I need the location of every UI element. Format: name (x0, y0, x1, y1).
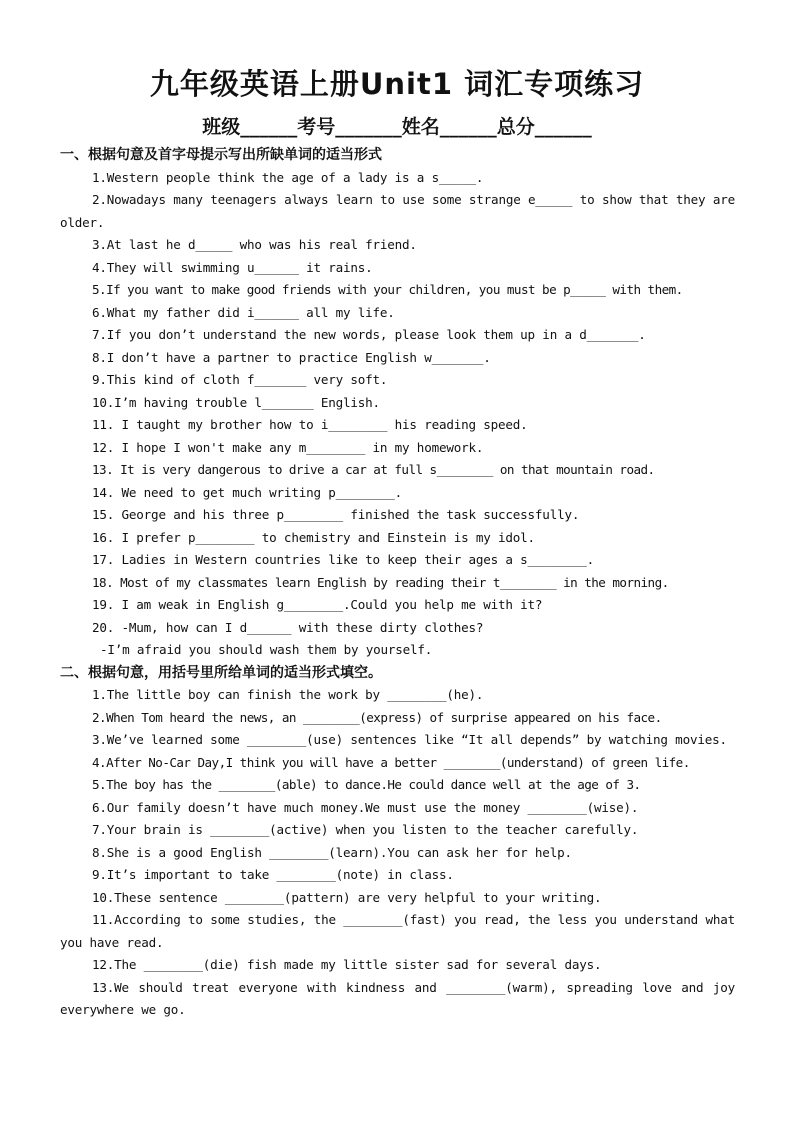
section-2-heading: 二、根据句意，用括号里所给单词的适当形式填空。 (60, 664, 382, 681)
s1-question-20: 20. -Mum, how can I d______ with these dirty clothes? (92, 619, 484, 635)
s1-question-7: 7.If you don’t understand the new words, please look them up in a d_______. (92, 327, 646, 342)
s2-question-6: 6.Our family doesn’t have much money.We must use the money ________(wise). (92, 799, 639, 815)
s1-question-5: 5.If you want to make good friends with your children, you must be p_____ with them. (92, 282, 683, 297)
s1-question-18: 18. Most of my classmates learn English by reading their t________ in the morning. (92, 574, 669, 590)
s1-question-10: 10.I’m having trouble l_______ English. (92, 394, 380, 410)
s1-question-4: 4.They will swimming u______ it rains. (92, 259, 373, 275)
student-info-line: 班级______考号_______姓名______总分______ (202, 116, 592, 138)
s2-question-8: 8.She is a good English ________(learn).You can ask her for help. (92, 844, 572, 860)
s1-question-14: 14. We need to get much writing p________. (92, 484, 403, 500)
s2-question-9: 9.It’s important to take ________(note) in class. (92, 867, 454, 882)
s2-question-13: 13.We should treat everyone with kindness and ________(warm), spreading love and joy everywhere we go. (60, 979, 735, 1017)
s1-question-15: 15. George and his three p________ finished the task successfully. (92, 507, 580, 522)
s1-question-17: 17. Ladies in Western countries like to keep their ages a s________. (92, 552, 594, 567)
s2-question-5: 5.The boy has the ________(able) to dance.He could dance well at the age of 3. (92, 777, 641, 792)
s2-question-10: 10.These sentence ________(pattern) are very helpful to your writing. (92, 889, 602, 905)
s1-question-16: 16. I prefer p________ to chemistry and Einstein is my idol. (92, 529, 535, 545)
s2-question-1: 1.The little boy can finish the work by ________(he). (92, 687, 484, 702)
s1-question-6: 6.What my father did i______ all my life. (92, 304, 395, 320)
s2-question-3: 3.We’ve learned some ________(use) sentences like “It all depends” by watching movies. (92, 732, 727, 747)
s2-question-11: 11.According to some studies, the ________(fast) you read, the less you understand what you have read. (60, 912, 735, 950)
s1-question-3: 3.At last he d_____ who was his real friend. (92, 237, 417, 252)
worksheet-content (60, 144, 735, 1022)
s1-question-2: 2.Nowadays many teenagers always learn to use some strange e_____ to show that they are older. (60, 192, 735, 230)
s1-question-19: 19. I am weak in English g________.Could you help me with it? (92, 597, 543, 612)
s2-question-12: 12.The ________(die) fish made my little sister sad for several days. (92, 957, 602, 972)
section-1-heading: 一、根据句意及首字母提示写出所缺单词的适当形式 (60, 147, 382, 163)
s1-question-12: 12. I hope I won't make any m________ in my homework. (92, 439, 484, 455)
s2-question-2: 2.When Tom heard the news, an ________(express) of surprise appeared on his face. (92, 709, 662, 725)
s1-question-8: 8.I don’t have a partner to practice English w_______. (92, 349, 491, 365)
s1-question-1: 1.Western people think the age of a lady is a s_____. (92, 169, 484, 185)
s2-question-4: 4.After No-Car Day,I think you will have a better ________(understand) of green life. (92, 754, 690, 770)
page-title: 九年级英语上册Unit1 词汇专项练习 (149, 67, 645, 101)
s2-question-7: 7.Your brain is ________(active) when you listen to the teacher carefully. (92, 822, 639, 837)
s1-question-20-reply: -I’m afraid you should wash them by yourself. (100, 642, 433, 657)
s1-question-13: 13. It is very dangerous to drive a car at full s________ on that mountain road. (92, 462, 655, 477)
s1-question-11: 11. I taught my brother how to i________ his reading speed. (92, 417, 528, 432)
s1-question-9: 9.This kind of cloth f_______ very soft. (92, 372, 388, 387)
